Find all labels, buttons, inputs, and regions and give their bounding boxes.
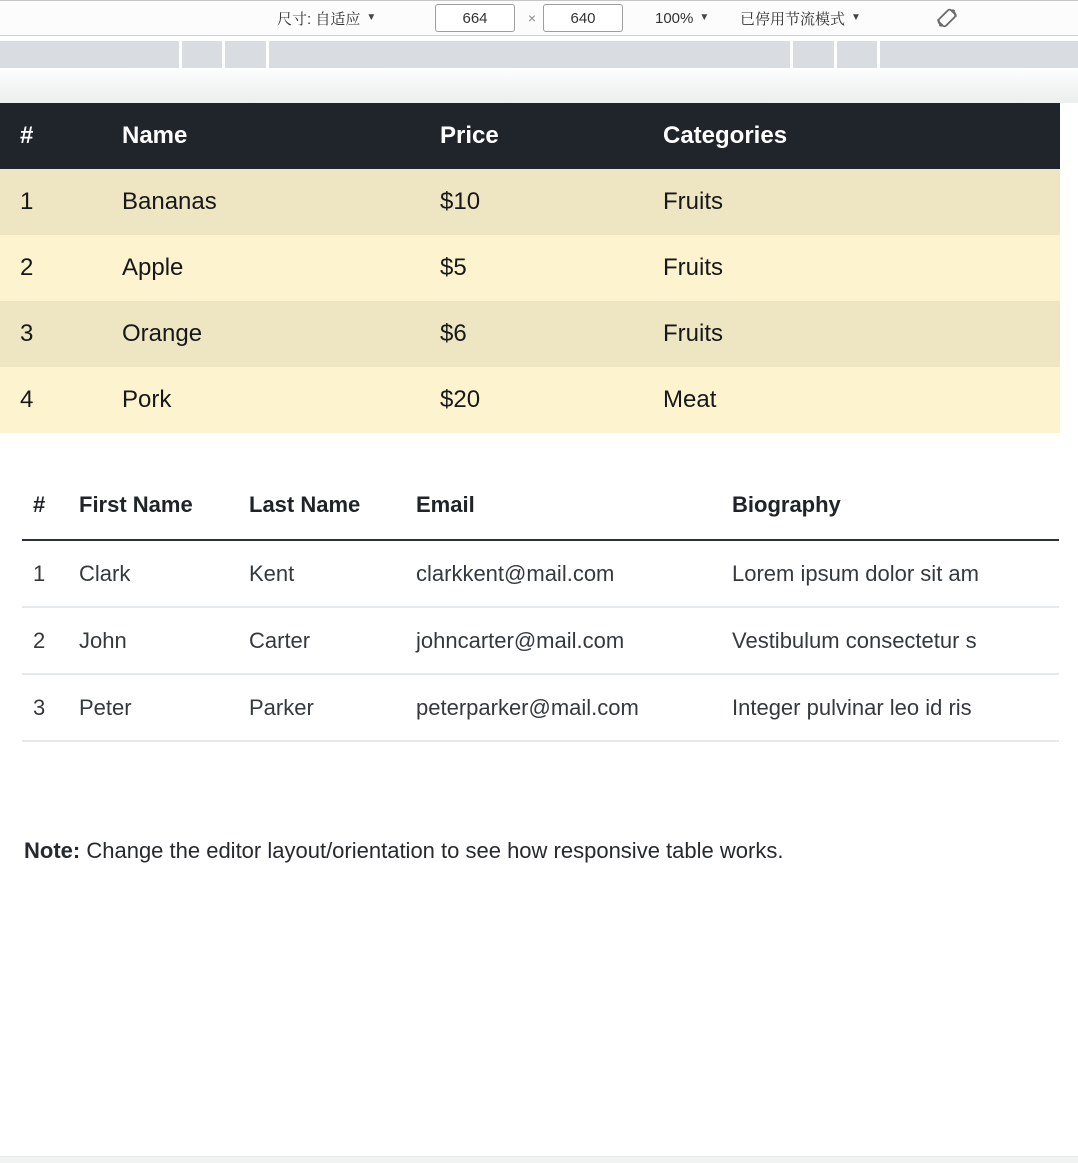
people-header-cell: Biography <box>717 470 1059 540</box>
cell-index: 3 <box>0 301 102 367</box>
throttling-label: 已停用节流模式 <box>740 10 846 28</box>
cell-index: 2 <box>0 235 102 301</box>
cell-last-name: Kent <box>234 540 401 607</box>
chevron-down-icon: ▼ <box>851 12 861 23</box>
table-row <box>0 301 1060 367</box>
viewport-top-gradient <box>0 68 1078 103</box>
rotate-viewport-button[interactable] <box>933 5 961 33</box>
zoom-dropdown[interactable] <box>655 1 709 35</box>
media-query-segment[interactable] <box>880 41 1078 68</box>
media-query-segment[interactable] <box>269 41 790 68</box>
products-table <box>0 103 1060 433</box>
cell-index: 1 <box>0 169 102 235</box>
note-text <box>24 838 783 864</box>
products-header-cell: Categories <box>643 103 1060 169</box>
people-table <box>22 470 1059 742</box>
cell-name: Pork <box>102 367 420 433</box>
table-row <box>22 607 1059 674</box>
cell-last-name: Parker <box>234 674 401 741</box>
products-header-cell: # <box>0 103 102 169</box>
viewport-width-input[interactable] <box>435 4 515 32</box>
chevron-down-icon: ▼ <box>699 12 710 23</box>
cell-category: Meat <box>643 367 1060 433</box>
cell-price: $20 <box>420 367 643 433</box>
cell-email: johncarter@mail.com <box>401 607 717 674</box>
note-label: Note: <box>24 838 81 863</box>
device-toolbar <box>0 0 1078 36</box>
products-header-row <box>0 103 1060 169</box>
zoom-value: 100% <box>655 9 694 27</box>
bottom-status-strip <box>0 1156 1078 1163</box>
cell-first-name: Clark <box>64 540 234 607</box>
viewport-height-input[interactable] <box>543 4 623 32</box>
cell-biography: Integer pulvinar leo id ris <box>717 674 1059 741</box>
people-header-row <box>22 470 1059 540</box>
cell-category: Fruits <box>643 301 1060 367</box>
cell-first-name: Peter <box>64 674 234 741</box>
table-row <box>22 540 1059 607</box>
cell-biography: Lorem ipsum dolor sit am <box>717 540 1059 607</box>
device-type-label: 尺寸: 自适应 <box>277 10 361 28</box>
dimension-separator: × <box>527 10 537 26</box>
table-row <box>0 367 1060 433</box>
chevron-down-icon: ▼ <box>366 12 377 23</box>
table-row <box>22 674 1059 741</box>
cell-category: Fruits <box>643 169 1060 235</box>
media-query-segment[interactable] <box>793 41 834 68</box>
table-row <box>0 235 1060 301</box>
screen-rotate-icon <box>934 5 960 34</box>
cell-index: 4 <box>0 367 102 433</box>
cell-category: Fruits <box>643 235 1060 301</box>
throttling-dropdown[interactable] <box>740 1 861 35</box>
cell-name: Orange <box>102 301 420 367</box>
media-query-segment[interactable] <box>225 41 266 68</box>
table-row <box>0 169 1060 235</box>
cell-index: 1 <box>22 540 64 607</box>
cell-email: clarkkent@mail.com <box>401 540 717 607</box>
people-header-cell: # <box>22 470 64 540</box>
cell-last-name: Carter <box>234 607 401 674</box>
cell-price: $6 <box>420 301 643 367</box>
products-header-cell: Name <box>102 103 420 169</box>
media-query-segment[interactable] <box>0 41 179 68</box>
cell-index: 3 <box>22 674 64 741</box>
people-table-clip <box>22 470 1059 744</box>
note-body: Change the editor layout/orientation to see how responsive table works. <box>86 838 784 863</box>
media-query-segment[interactable] <box>837 41 877 68</box>
cell-price: $5 <box>420 235 643 301</box>
media-query-bar <box>0 41 1078 68</box>
cell-price: $10 <box>420 169 643 235</box>
media-query-segment[interactable] <box>182 41 222 68</box>
people-header-cell: Email <box>401 470 717 540</box>
device-type-dropdown[interactable] <box>277 1 376 35</box>
cell-name: Bananas <box>102 169 420 235</box>
people-header-cell: First Name <box>64 470 234 540</box>
cell-biography: Vestibulum consectetur s <box>717 607 1059 674</box>
cell-name: Apple <box>102 235 420 301</box>
people-header-cell: Last Name <box>234 470 401 540</box>
cell-index: 2 <box>22 607 64 674</box>
products-header-cell: Price <box>420 103 643 169</box>
cell-first-name: John <box>64 607 234 674</box>
cell-email: peterparker@mail.com <box>401 674 717 741</box>
